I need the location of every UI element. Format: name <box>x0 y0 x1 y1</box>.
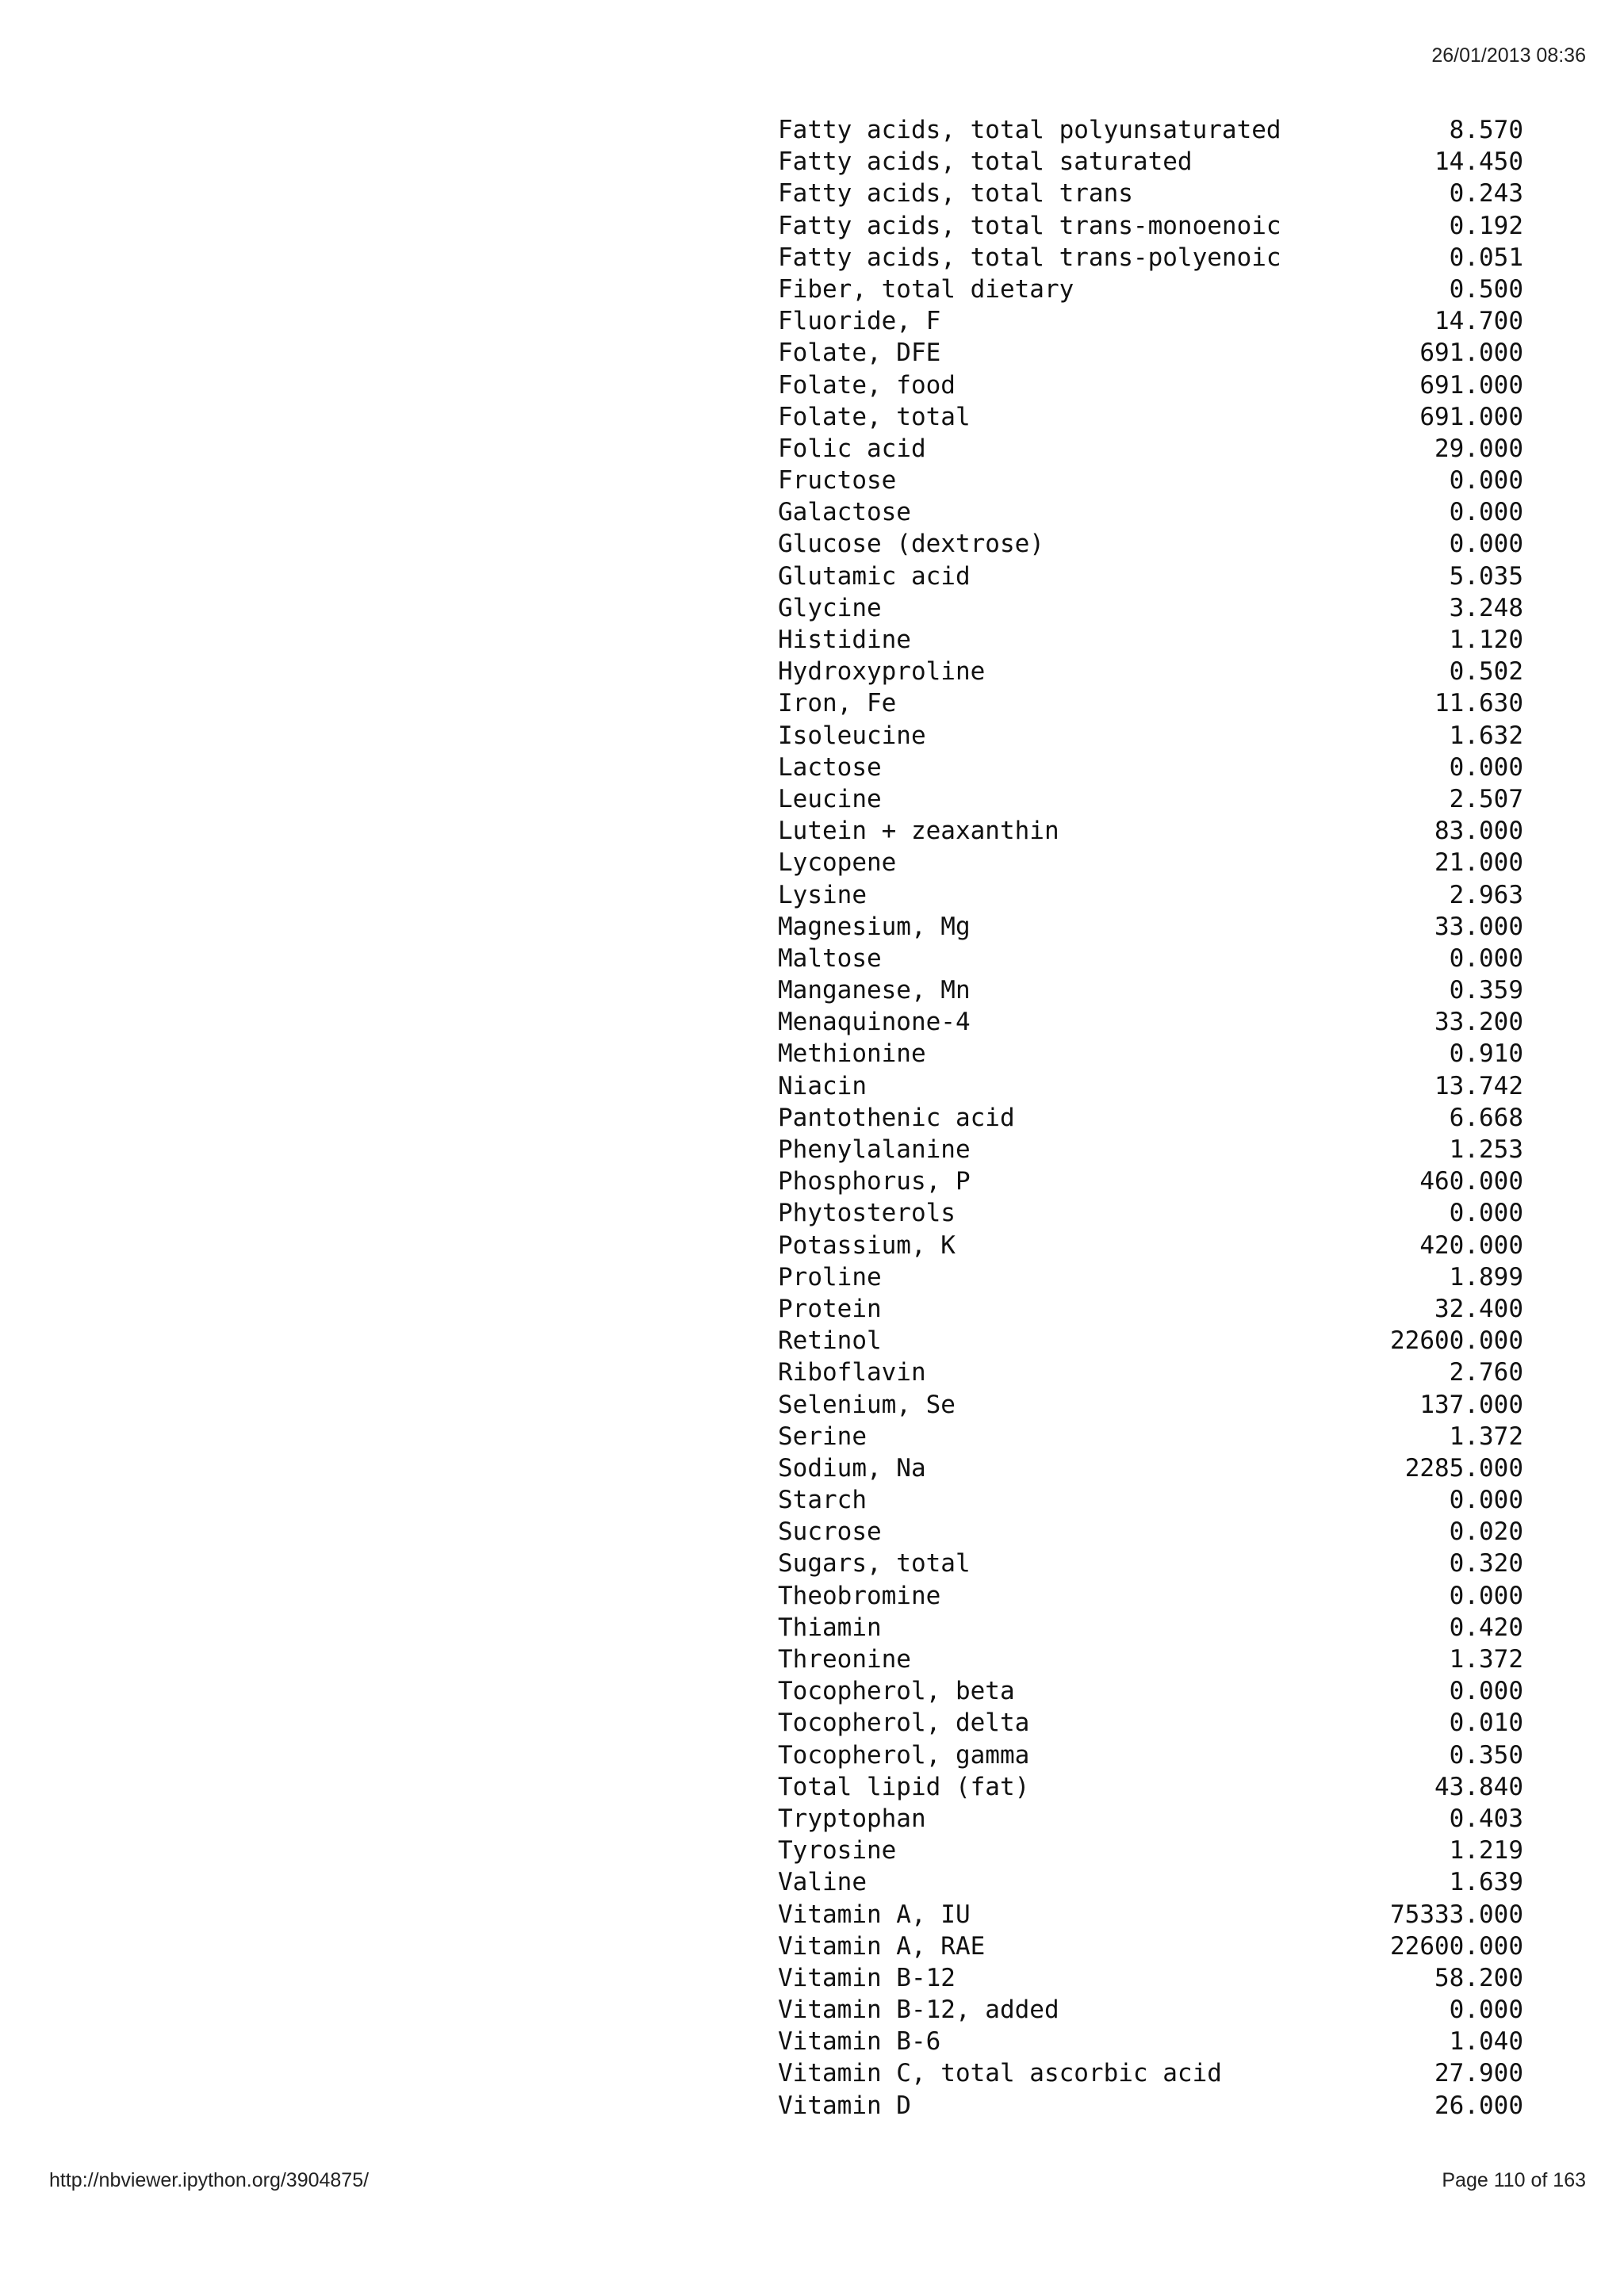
nutrient-row <box>778 1899 1523 1931</box>
nutrient-row <box>778 1771 1523 1803</box>
nutrient-name: Isoleucine <box>778 721 926 750</box>
nutrient-name: Proline <box>778 1262 882 1292</box>
nutrient-name: Selenium, Se <box>778 1390 956 1419</box>
nutrient-row <box>778 178 1523 209</box>
nutrient-name: Tocopherol, delta <box>778 1709 1030 1738</box>
nutrient-row <box>778 1134 1523 1165</box>
nutrient-row <box>778 1548 1523 1579</box>
nutrient-row <box>778 624 1523 656</box>
nutrient-row <box>778 528 1523 560</box>
nutrient-value: 75333.000 <box>1390 1900 1523 1929</box>
nutrient-row <box>778 369 1523 401</box>
nutrient-name: Threonine <box>778 1645 911 1674</box>
nutrient-name: Leucine <box>778 784 882 813</box>
nutrient-name: Niacin <box>778 1071 867 1100</box>
nutrient-name: Lysine <box>778 880 867 909</box>
nutrient-value: 0.000 <box>1449 1581 1523 1610</box>
nutrient-row <box>778 1931 1523 1962</box>
nutrient-row <box>778 305 1523 337</box>
nutrient-row <box>778 1516 1523 1548</box>
nutrient-row <box>778 1580 1523 1612</box>
nutrient-value: 2.963 <box>1449 880 1523 909</box>
nutrient-value: 1.632 <box>1449 721 1523 750</box>
nutrient-value: 137.000 <box>1419 1390 1523 1419</box>
nutrient-value: 13.742 <box>1434 1071 1523 1100</box>
nutrient-value: 0.243 <box>1449 179 1523 209</box>
nutrient-value: 0.359 <box>1449 976 1523 1005</box>
nutrient-name: Folate, DFE <box>778 339 941 368</box>
nutrient-name: Fatty acids, total polyunsaturated <box>778 116 1281 144</box>
nutrient-value: 14.700 <box>1434 307 1523 336</box>
nutrient-value: 29.000 <box>1434 434 1523 463</box>
nutrient-value: 420.000 <box>1419 1230 1523 1260</box>
nutrient-row <box>778 1739 1523 1771</box>
nutrient-value: 1.899 <box>1449 1262 1523 1292</box>
nutrient-row <box>778 1707 1523 1739</box>
nutrient-name: Fluoride, F <box>778 307 941 336</box>
nutrient-name: Lutein + zeaxanthin <box>778 817 1059 846</box>
nutrient-value: 58.200 <box>1434 1963 1523 1992</box>
nutrient-value: 1.219 <box>1449 1836 1523 1866</box>
nutrient-name: Fatty acids, total trans-monoenoic <box>778 211 1281 240</box>
nutrient-row <box>778 561 1523 592</box>
nutrient-row <box>778 1452 1523 1484</box>
nutrient-value: 0.000 <box>1449 466 1523 496</box>
nutrient-value: 0.020 <box>1449 1517 1523 1547</box>
nutrient-value: 0.320 <box>1449 1549 1523 1578</box>
nutrient-row <box>778 687 1523 719</box>
nutrient-row <box>778 401 1523 433</box>
footer-url: http://nbviewer.ipython.org/3904875/ <box>49 2169 370 2191</box>
nutrient-value: 2.507 <box>1449 784 1523 813</box>
nutrient-row <box>778 1421 1523 1452</box>
nutrient-name: Starch <box>778 1486 867 1515</box>
nutrient-value: 0.000 <box>1449 1677 1523 1706</box>
nutrient-value: 8.570 <box>1449 116 1523 144</box>
nutrient-row <box>778 1484 1523 1516</box>
nutrient-value: 0.000 <box>1449 752 1523 782</box>
nutrient-name: Serine <box>778 1422 867 1451</box>
nutrient-row <box>778 1197 1523 1229</box>
nutrient-name: Phenylalanine <box>778 1135 971 1164</box>
nutrient-name: Folate, total <box>778 402 971 431</box>
nutrient-value: 3.248 <box>1449 593 1523 622</box>
nutrient-value: 1.253 <box>1449 1135 1523 1164</box>
nutrient-row <box>778 2057 1523 2089</box>
nutrient-name: Phytosterols <box>778 1199 956 1228</box>
nutrient-row <box>778 783 1523 815</box>
nutrient-value: 0.350 <box>1449 1740 1523 1770</box>
nutrient-value: 33.200 <box>1434 1008 1523 1037</box>
nutrient-name: Valine <box>778 1868 867 1897</box>
nutrient-row <box>778 752 1523 783</box>
nutrient-row <box>778 1325 1523 1357</box>
nutrient-row <box>778 911 1523 943</box>
nutrient-row <box>778 1006 1523 1038</box>
nutrient-value: 2285.000 <box>1404 1453 1523 1483</box>
nutrient-name: Histidine <box>778 626 911 654</box>
nutrient-value: 0.000 <box>1449 1996 1523 2025</box>
nutrient-row <box>778 1866 1523 1898</box>
nutrient-value: 0.910 <box>1449 1039 1523 1069</box>
nutrient-row <box>778 1230 1523 1261</box>
nutrient-name: Lactose <box>778 752 882 782</box>
nutrient-row <box>778 879 1523 911</box>
nutrient-value: 691.000 <box>1419 370 1523 400</box>
nutrient-name: Phosphorus, P <box>778 1167 971 1196</box>
nutrient-name: Vitamin B-12 <box>778 1963 956 1992</box>
nutrient-name: Methionine <box>778 1039 926 1069</box>
nutrient-value: 0.000 <box>1449 943 1523 973</box>
nutrient-row <box>778 242 1523 274</box>
nutrient-name: Sodium, Na <box>778 1453 926 1483</box>
nutrient-row <box>778 1644 1523 1675</box>
nutrient-list <box>778 114 1523 2122</box>
nutrient-name: Fructose <box>778 466 897 496</box>
nutrient-value: 14.450 <box>1434 147 1523 177</box>
nutrient-name: Vitamin C, total ascorbic acid <box>778 2059 1222 2088</box>
nutrient-row <box>778 465 1523 496</box>
nutrient-value: 1.372 <box>1449 1422 1523 1451</box>
nutrient-name: Vitamin B-6 <box>778 2027 941 2057</box>
nutrient-name: Maltose <box>778 943 882 973</box>
nutrient-row <box>778 2026 1523 2057</box>
nutrient-row <box>778 592 1523 624</box>
nutrient-row <box>778 1165 1523 1197</box>
nutrient-value: 0.010 <box>1449 1709 1523 1738</box>
nutrient-name: Glucose (dextrose) <box>778 530 1044 559</box>
nutrient-row <box>778 1994 1523 2026</box>
nutrient-value: 1.040 <box>1449 2027 1523 2057</box>
nutrient-row <box>778 720 1523 752</box>
nutrient-value: 0.403 <box>1449 1804 1523 1833</box>
nutrient-value: 0.500 <box>1449 274 1523 304</box>
nutrient-row <box>778 337 1523 369</box>
nutrient-name: Lycopene <box>778 848 897 878</box>
nutrient-row <box>778 274 1523 305</box>
nutrient-name: Potassium, K <box>778 1230 956 1260</box>
nutrient-row <box>778 1612 1523 1644</box>
nutrient-name: Pantothenic acid <box>778 1103 1015 1132</box>
nutrient-name: Vitamin D <box>778 2091 911 2120</box>
nutrient-name: Hydroxyproline <box>778 657 986 687</box>
nutrient-row <box>778 974 1523 1006</box>
nutrient-row <box>778 1803 1523 1835</box>
nutrient-value: 22600.000 <box>1390 1326 1523 1356</box>
nutrient-value: 691.000 <box>1419 402 1523 431</box>
nutrient-name: Folic acid <box>778 434 926 463</box>
nutrient-name: Tocopherol, beta <box>778 1677 1015 1706</box>
print-timestamp: 26/01/2013 08:36 <box>1431 44 1586 67</box>
nutrient-value: 1.120 <box>1449 626 1523 654</box>
nutrient-row <box>778 1070 1523 1102</box>
nutrient-value: 33.000 <box>1434 912 1523 941</box>
nutrient-value: 32.400 <box>1434 1294 1523 1323</box>
nutrient-name: Galactose <box>778 498 911 527</box>
nutrient-name: Glycine <box>778 593 882 622</box>
nutrient-row <box>778 114 1523 146</box>
nutrient-value: 0.000 <box>1449 1199 1523 1228</box>
nutrient-row <box>778 1293 1523 1325</box>
nutrient-value: 0.000 <box>1449 498 1523 527</box>
nutrient-name: Iron, Fe <box>778 689 897 718</box>
nutrient-value: 691.000 <box>1419 339 1523 368</box>
nutrient-name: Glutamic acid <box>778 561 971 591</box>
nutrient-name: Sucrose <box>778 1517 882 1547</box>
nutrient-name: Vitamin A, IU <box>778 1900 971 1929</box>
nutrient-row <box>778 146 1523 178</box>
nutrient-row <box>778 1962 1523 1994</box>
nutrient-name: Thiamin <box>778 1613 882 1642</box>
nutrient-name: Tryptophan <box>778 1804 926 1833</box>
nutrient-value: 27.900 <box>1434 2059 1523 2088</box>
nutrient-row <box>778 847 1523 878</box>
nutrient-row <box>778 496 1523 528</box>
nutrient-value: 0.000 <box>1449 1486 1523 1515</box>
nutrient-name: Riboflavin <box>778 1358 926 1387</box>
nutrient-row <box>778 1357 1523 1388</box>
nutrient-name: Sugars, total <box>778 1549 971 1578</box>
nutrient-value: 26.000 <box>1434 2091 1523 2120</box>
nutrient-name: Menaquinone-4 <box>778 1008 971 1037</box>
nutrient-value: 6.668 <box>1449 1103 1523 1132</box>
nutrient-row <box>778 943 1523 974</box>
nutrient-value: 22600.000 <box>1390 1931 1523 1961</box>
nutrient-value: 11.630 <box>1434 689 1523 718</box>
nutrient-value: 5.035 <box>1449 561 1523 591</box>
nutrient-value: 43.840 <box>1434 1772 1523 1801</box>
nutrient-row <box>778 1261 1523 1293</box>
nutrient-name: Vitamin A, RAE <box>778 1931 986 1961</box>
nutrient-value: 83.000 <box>1434 817 1523 846</box>
nutrient-name: Fatty acids, total trans <box>778 179 1133 209</box>
nutrient-value: 0.051 <box>1449 243 1523 272</box>
nutrient-value: 0.420 <box>1449 1613 1523 1642</box>
nutrient-row <box>778 1675 1523 1707</box>
nutrient-name: Total lipid (fat) <box>778 1772 1030 1801</box>
nutrient-name: Tyrosine <box>778 1836 897 1866</box>
nutrient-name: Retinol <box>778 1326 882 1356</box>
nutrient-row <box>778 1389 1523 1421</box>
nutrient-row <box>778 815 1523 847</box>
nutrient-name: Tocopherol, gamma <box>778 1740 1030 1770</box>
nutrient-name: Magnesium, Mg <box>778 912 971 941</box>
nutrient-row <box>778 1038 1523 1070</box>
nutrient-value: 460.000 <box>1419 1167 1523 1196</box>
nutrient-name: Fatty acids, total trans-polyenoic <box>778 243 1281 272</box>
nutrient-value: 1.372 <box>1449 1645 1523 1674</box>
nutrient-row <box>778 210 1523 242</box>
page-number: Page 110 of 163 <box>1442 2169 1586 2191</box>
nutrient-value: 0.502 <box>1449 657 1523 687</box>
nutrient-name: Vitamin B-12, added <box>778 1996 1059 2025</box>
nutrient-value: 0.192 <box>1449 211 1523 240</box>
nutrient-row <box>778 2090 1523 2122</box>
nutrient-name: Theobromine <box>778 1581 941 1610</box>
nutrient-name: Fatty acids, total saturated <box>778 147 1193 177</box>
nutrient-name: Folate, food <box>778 370 956 400</box>
nutrient-value: 0.000 <box>1449 530 1523 559</box>
nutrient-row <box>778 1102 1523 1134</box>
nutrient-name: Fiber, total dietary <box>778 274 1074 304</box>
nutrient-row <box>778 656 1523 687</box>
nutrient-value: 21.000 <box>1434 848 1523 878</box>
nutrient-value: 1.639 <box>1449 1868 1523 1897</box>
nutrient-row <box>778 1835 1523 1866</box>
nutrient-row <box>778 433 1523 465</box>
nutrient-name: Protein <box>778 1294 882 1323</box>
nutrient-value: 2.760 <box>1449 1358 1523 1387</box>
nutrient-name: Manganese, Mn <box>778 976 971 1005</box>
